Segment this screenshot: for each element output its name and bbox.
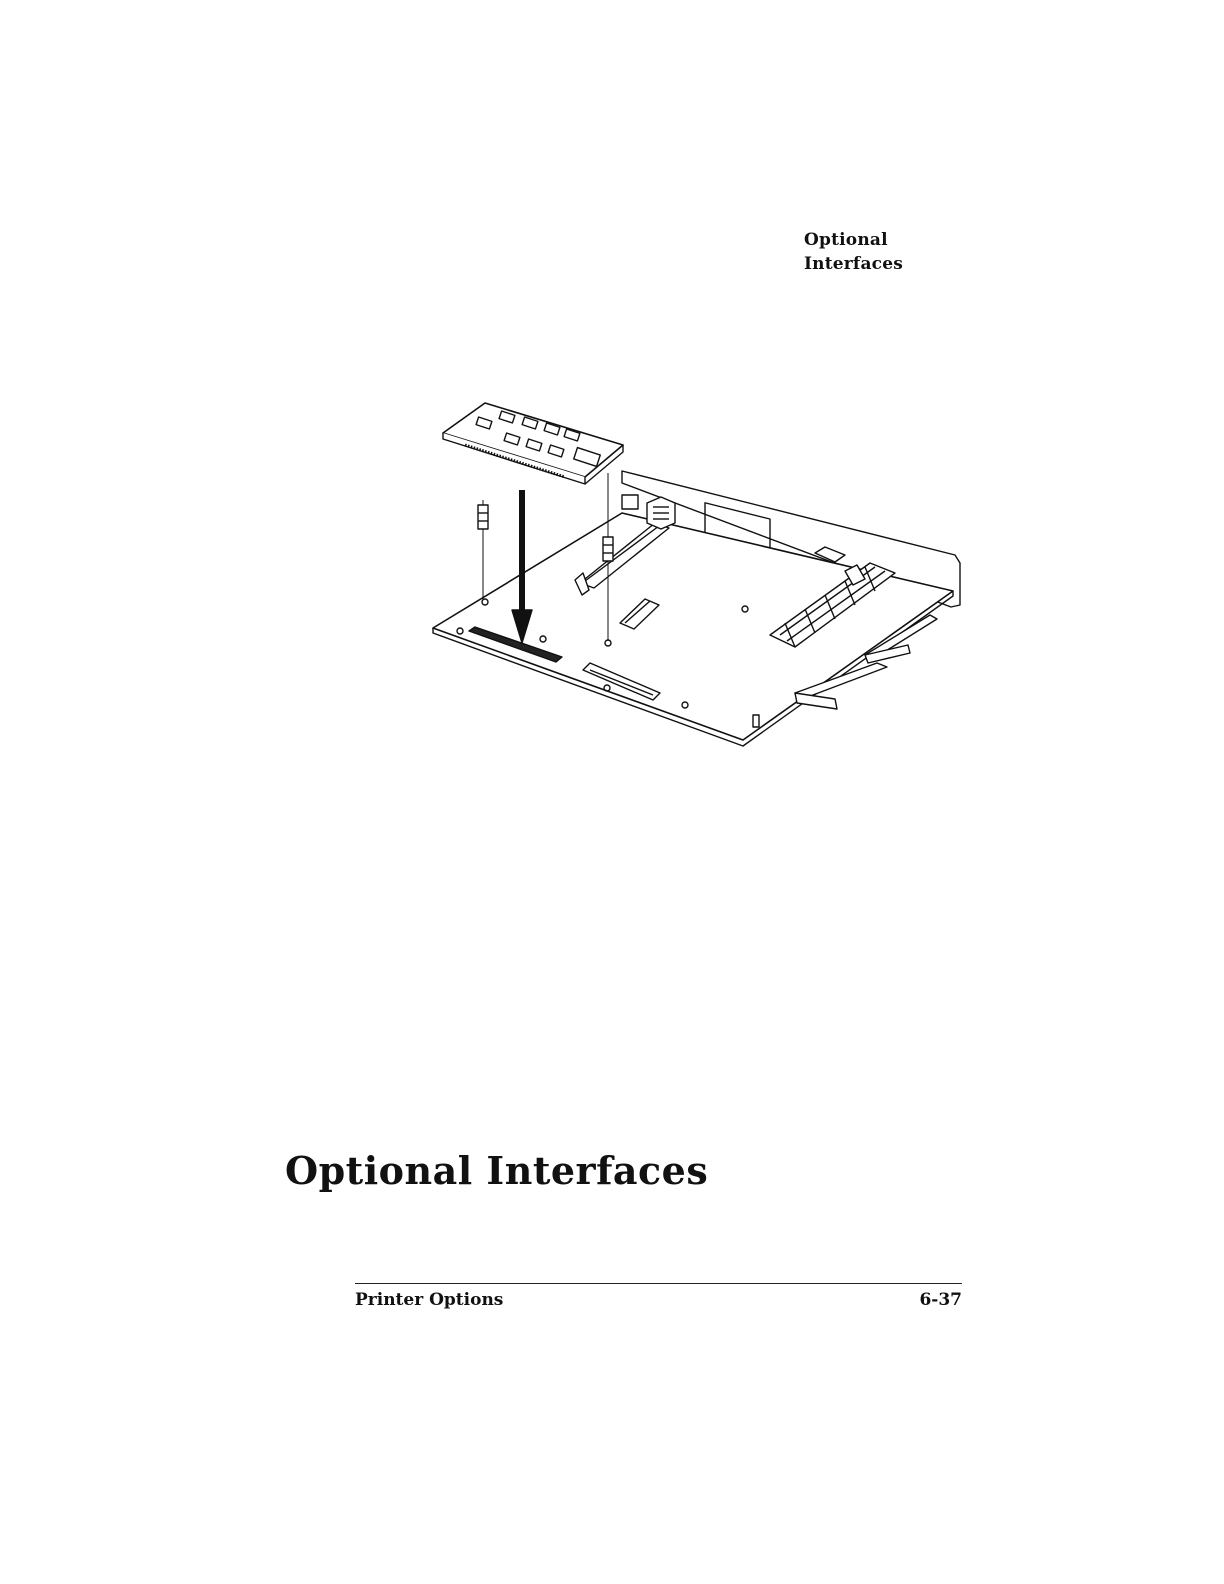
section-heading: Optional Interfaces bbox=[285, 1148, 709, 1193]
page-number: 6-37 bbox=[919, 1290, 962, 1310]
interface-card bbox=[443, 403, 623, 484]
margin-label-line2: Interfaces bbox=[804, 254, 904, 274]
insertion-arrow bbox=[512, 490, 532, 643]
footer-chapter-title: Printer Options bbox=[355, 1290, 504, 1310]
margin-label-line1: Optional bbox=[804, 230, 888, 250]
margin-label bbox=[804, 228, 903, 276]
footer-rule bbox=[355, 1283, 962, 1284]
interface-board-installation-illustration bbox=[425, 395, 970, 755]
